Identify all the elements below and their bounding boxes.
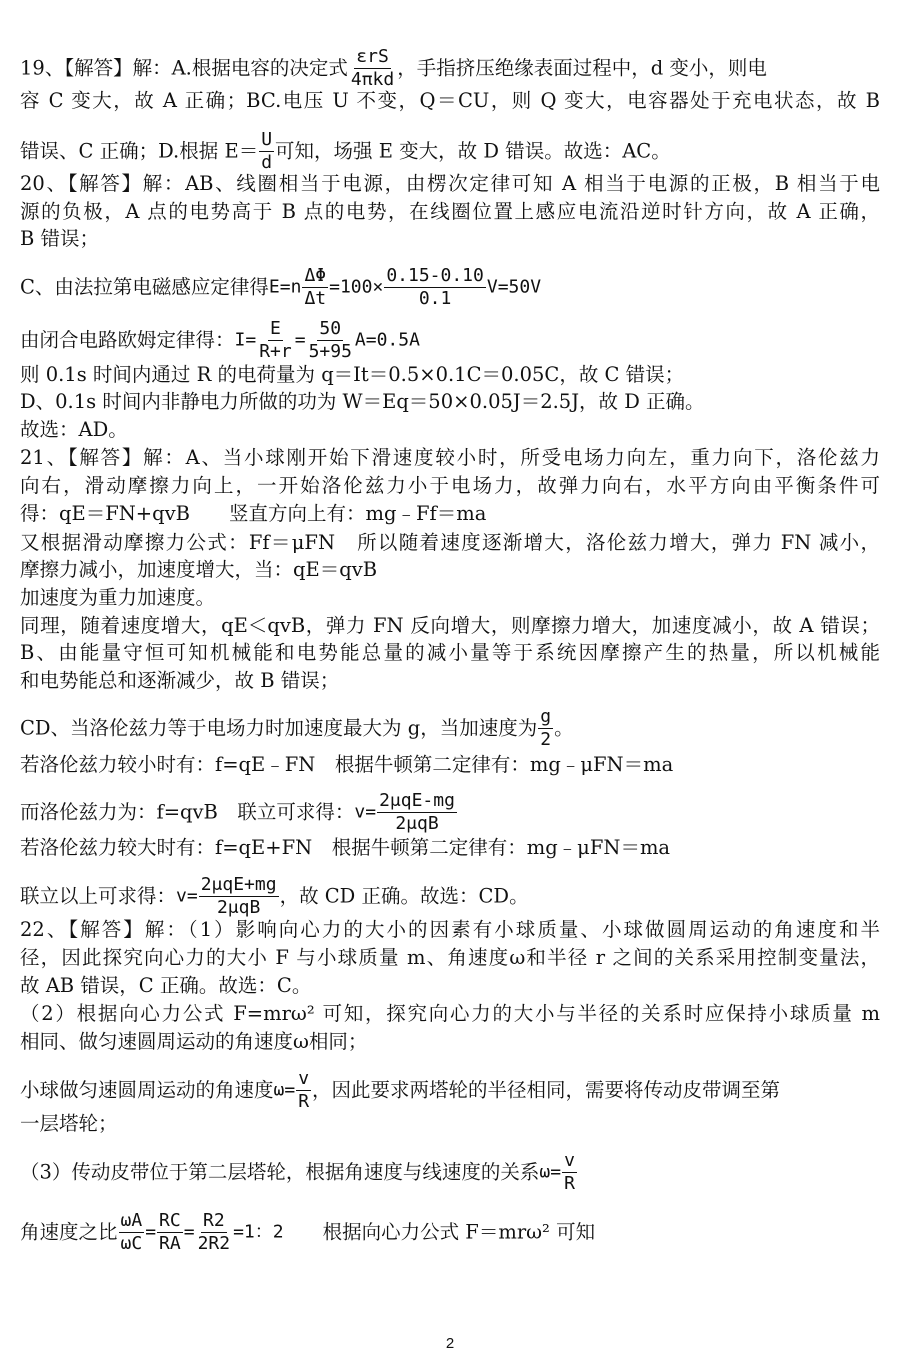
line-19-part2: 容 C 变大，故 A 正确；BC.电压 U 不变，Q＝CU，则 Q 变大，电容器处于充电状态，故 B bbox=[20, 89, 880, 112]
fraction-radius-values: $\frac{R2}{2R2}$ bbox=[197, 1210, 231, 1254]
line-21-part9: 和电势能总和逐渐减少，故 B 错误； bbox=[20, 669, 340, 692]
line-21-part11: 若洛伦兹力较小时有：f=qE﹣FN 根据牛顿第二定律有：mg﹣μFN＝ma bbox=[20, 753, 674, 776]
fraction-omega-1: $\frac{v}{R}$ bbox=[298, 1068, 310, 1112]
line-21-part3: 得：qE＝FN+qvB 竖直方向上有：mg﹣Ff＝ma bbox=[20, 502, 487, 525]
line-19-part1: 19、【解答】解：A.根据电容的决定式 $\frac{\text{εrS}}{\text{4πkd}}$ ，手指挤压绝缘表面过程中，d 变小，则电 bbox=[20, 46, 767, 90]
line-21-part12: 而洛伦兹力为：f=qvB 联立可求得：v= $\frac{\text{2μqE-mg}}{\text{2μqB}}$ bbox=[20, 790, 455, 834]
fraction-flux: $\frac{\Delta\Phi}{\Delta t}$ bbox=[304, 265, 327, 309]
line-21-part7: 同理，随着速度增大，qE＜qvB，弹力 FN 反向增大，则摩擦力增大，加速度减小，故 A 错误； bbox=[20, 614, 880, 637]
line-21-part14: 联立以上可求得：v= $\frac{\text{2μqE+mg}}{\text{2μqB}}$ ，故 CD 正确。故选：CD。 bbox=[20, 874, 529, 918]
line-21-part1: 21、【解答】解：A、当小球刚开始下滑速度较小时，所受电场力向左，重力向下，洛伦兹力 bbox=[20, 446, 880, 469]
line-20-work: D、0.1s 时间内非静电力所做的功为 W＝Eq＝50×0.05J＝2.5J，故 D 正确。 bbox=[20, 390, 705, 413]
fraction-current-values: $\frac{50}{5+95}$ bbox=[308, 318, 352, 362]
line-20-faraday: C、由法拉第电磁感应定律得E=n $\frac{\Delta\Phi}{\Delta t}$ =100× $\frac{0.15-0.10}{0.1}$ V=50V bbox=[20, 265, 542, 309]
line-22-part8: （3）传动皮带位于第二层塔轮，根据角速度与线速度的关系ω= $\frac{v}{R}$ bbox=[20, 1150, 575, 1194]
fraction-flux-values: $\frac{0.15-0.10}{0.1}$ bbox=[386, 265, 484, 309]
line-22-part1: 22、【解答】解：（1）影响向心力的大小的因素有小球质量、小球做圆周运动的角速度和半 bbox=[20, 918, 880, 941]
line-22-part4: （2）根据向心力公式 F=mrω² 可知，探究向心力的大小与半径的关系时应保持小球质量 m bbox=[20, 1002, 880, 1025]
line-21-part13: 若洛伦兹力较大时有：f=qE+FN 根据牛顿第二定律有：mg﹣μFN＝ma bbox=[20, 836, 671, 859]
fraction-radius-ratio: $\frac{RC}{RA}$ bbox=[159, 1210, 181, 1254]
line-21-part6: 加速度为重力加速度。 bbox=[20, 586, 216, 609]
line-22-part5: 相同、做匀速圆周运动的角速度ω相同； bbox=[20, 1030, 368, 1053]
fraction-omega-2: $\frac{v}{R}$ bbox=[564, 1150, 575, 1194]
line-21-part10: CD、当洛伦兹力等于电场力时加速度最大为 g，当加速度为 $\frac{g}{2}$ 。 bbox=[20, 706, 574, 750]
line-20-ohm: 由闭合电路欧姆定律得：I= $\frac{E}{R+r}$ = $\frac{50}{5+95}$ A=0.5A bbox=[20, 318, 420, 362]
line-20-answer: 故选：AD。 bbox=[20, 418, 128, 441]
page-number: 2 bbox=[445, 1335, 455, 1352]
line-20-part3: B 错误； bbox=[20, 227, 100, 250]
line-20-charge: 则 0.1s 时间内通过 R 的电荷量为 q＝It＝0.5×0.1C＝0.05C，故 C 错误； bbox=[20, 363, 685, 386]
fraction-velocity-2: $\frac{\text{2μqE+mg}}{\text{2μqB}}$ bbox=[200, 874, 277, 918]
line-22-part7: 一层塔轮； bbox=[20, 1112, 118, 1135]
line-21-part5: 摩擦力减小，加速度增大，当：qE＝qvB bbox=[20, 558, 378, 581]
fraction-velocity-1: $\frac{\text{2μqE-mg}}{\text{2μqB}}$ bbox=[379, 790, 455, 834]
line-21-part2: 向右，滑动摩擦力向上，一开始洛伦兹力小于电场力，故弹力向右，水平方向由平衡条件可 bbox=[20, 474, 880, 497]
fraction-current: $\frac{E}{R+r}$ bbox=[259, 318, 292, 362]
fraction-half-g: $\frac{g}{2}$ bbox=[540, 706, 552, 750]
line-22-part9: 角速度之比 $\frac{\omega A}{\omega C}$ = $\frac{RC}{RA}$ = $\frac{R2}{2R2}$ =1：2 根据向心力公式 F＝mrω² 可知 bbox=[20, 1210, 596, 1254]
fraction-omega-ratio: $\frac{\omega A}{\omega C}$ bbox=[120, 1210, 143, 1254]
line-20-part1: 20、【解答】解：AB、线圈相当于电源，由楞次定律可知 A 相当于电源的正极，B 相当于电 bbox=[20, 172, 880, 195]
line-22-part6: 小球做匀速圆周运动的角速度ω= $\frac{v}{R}$ ，因此要求两塔轮的半径相同，需要将传动皮带调至第 bbox=[20, 1068, 781, 1112]
line-21-part8: B、由能量守恒可知机械能和电势能总量的减小量等于系统因摩擦产生的热量，所以机械能 bbox=[20, 641, 880, 664]
line-22-part2: 径，因此探究向心力的大小 F 与小球质量 m、角速度ω和半径 r 之间的关系采用控制变量法， bbox=[20, 946, 880, 969]
fraction-field: $\frac{U}{d}$ bbox=[261, 129, 273, 173]
line-22-part3: 故 AB 错误，C 正确。故选：C。 bbox=[20, 974, 312, 997]
line-21-part4: 又根据滑动摩擦力公式：Ff＝μFN 所以随着速度逐渐增大，洛伦兹力增大，弹力 FN 减小， bbox=[20, 531, 880, 554]
line-19-part3: 错误、C 正确；D.根据 E＝ $\frac{U}{d}$ 可知，场强 E 变大，故 D 错误。故选：AC。 bbox=[20, 129, 671, 173]
fraction-capacitance: $\frac{\text{εrS}}{\text{4πkd}}$ bbox=[350, 46, 395, 90]
line-20-part2: 源的负极，A 点的电势高于 B 点的电势，在线圈位置上感应电流沿逆时针方向，故 A 正确， bbox=[20, 200, 880, 223]
